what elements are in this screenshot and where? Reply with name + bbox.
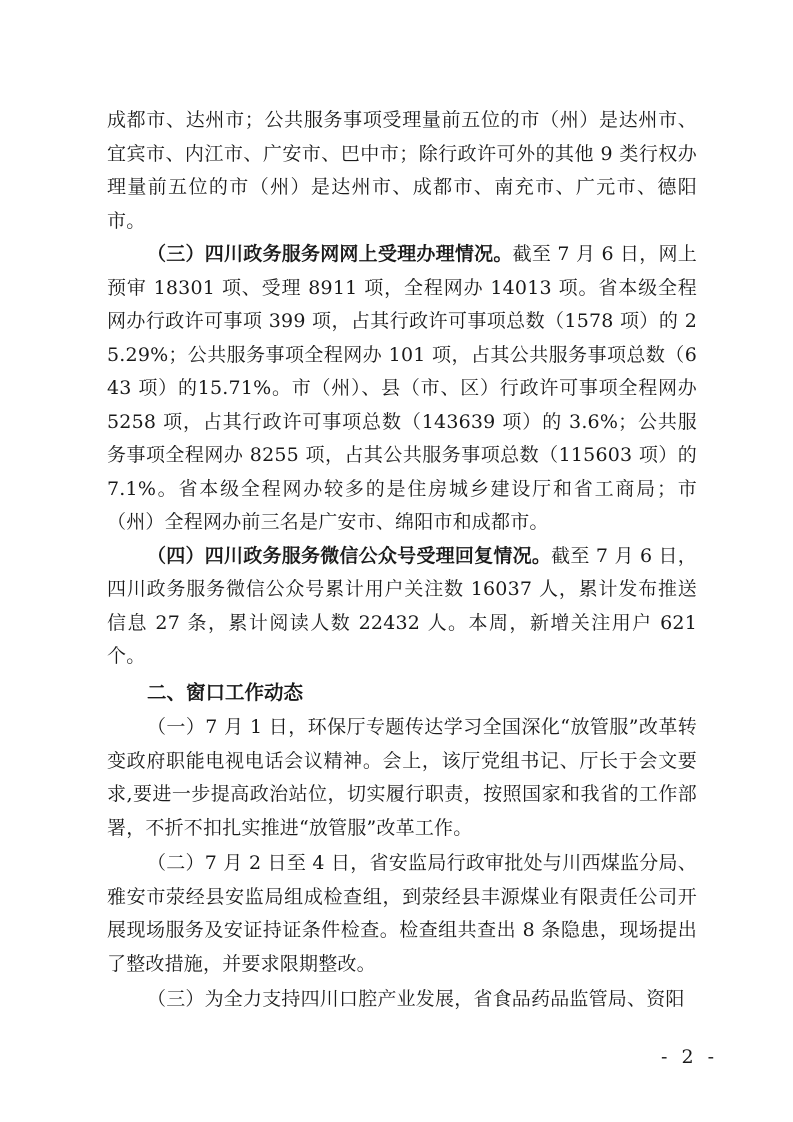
- subsection-title-online: （三）四川政务服务网网上受理办理情况。: [147, 243, 513, 265]
- subsection-title-wechat: （四）四川政务服务微信公众号受理回复情况。: [147, 544, 552, 567]
- paragraph-wechat-body: 截至 7 月 6 日，四川政务服务微信公众号累计用户关注数 16037 人，累计发布推送信息 27 条，累计阅读人数 22432 人。本周，新增关注用户 621 个。: [107, 544, 697, 667]
- page-number: - 2 -: [661, 1046, 719, 1068]
- paragraph-item-3: （三）为全力支持四川口腔产业发展，省食品药品监管局、资阳: [147, 988, 685, 1010]
- paragraph-online-processing: [107, 238, 697, 540]
- document-body: [107, 104, 697, 1017]
- paragraph-wechat: [107, 540, 697, 674]
- paragraph-item-2: （二）7 月 2 日至 4 日，省安监局行政审批处与川西煤监分局、雅安市荥经县安监局组成检查组，到荥经县丰源煤业有限责任公司开展现场服务及安证持证条件检查。检查组共查出 8 条隐患，现场提出了整改措施，并要求限期整改。: [107, 852, 697, 975]
- paragraph-online-body: 截至 7 月 6 日，网上预审 18301 项、受理 8911 项，全程网办 14013 项。省本级全程网办行政许可事项 399 项，占其行政许可事项总数（1578 项）的 25.29%；公共服务事项全程网办 101 项，占其公共服务事项总数（643 项）的15.71%。市（州）、县（市、区）行政许可事项全程网办 5258 项，占其行政许可事项总数（143639 项）的 3.6%；公共服务事项全程网办 8255 项，占其公共服务事项总数（115603 项）的 7.1%。省本级全程网办较多的是住房城乡建设厅和省工商局；市（州）全程网办前三名是广安市、绵阳市和成都市。: [107, 243, 697, 533]
- paragraph-item-1: （一）7 月 1 日，环保厅专题传达学习全国深化“放管服”改革转变政府职能电视电话会议精神。会上，该厅党组书记、厅长于会文要求,要进一步提高政治站位，切实履行职责，按照国家和我省的工作部署，不折不扣扎实推进“放管服”改革工作。: [107, 716, 697, 839]
- paragraph-continued: 成都市、达州市；公共服务事项受理量前五位的市（州）是达州市、宜宾市、内江市、广安市、巴中市；除行政许可外的其他 9 类行权办理量前五位的市（州）是达州市、成都市、南充市、广元市、德阳市。: [107, 109, 697, 232]
- section-heading: 二、窗口工作动态: [147, 680, 304, 704]
